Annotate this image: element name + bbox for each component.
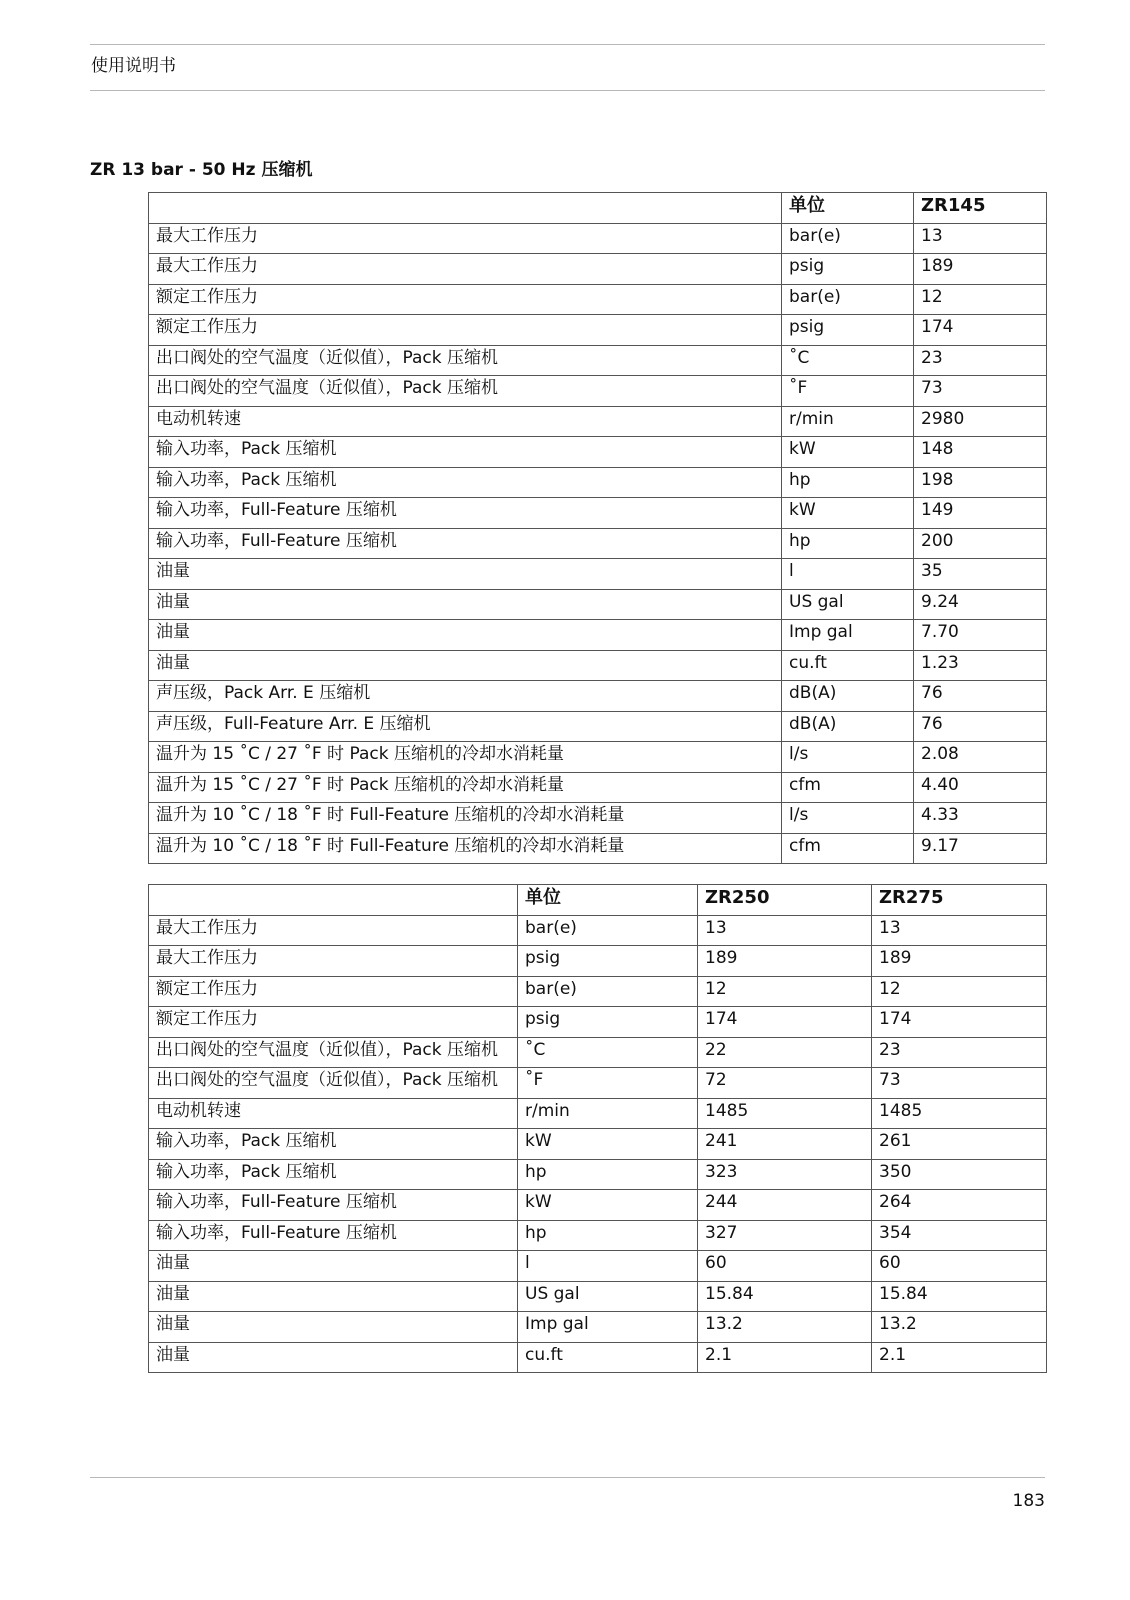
value-cell: 15.84 xyxy=(698,1281,872,1312)
header-title: 使用说明书 xyxy=(91,56,176,76)
value-cell: 9.17 xyxy=(914,833,1047,864)
value-cell: 73 xyxy=(872,1068,1047,1099)
unit-cell: bar(e) xyxy=(782,223,914,254)
table-header-row xyxy=(149,885,1047,916)
unit-cell: dB(A) xyxy=(782,711,914,742)
unit-cell: hp xyxy=(782,528,914,559)
value-cell: 264 xyxy=(872,1190,1047,1221)
spec-table-zr145 xyxy=(148,192,1047,864)
table-row xyxy=(149,1098,1047,1129)
parameter-cell: 出口阀处的空气温度（近似值），Pack 压缩机 xyxy=(149,1037,518,1068)
parameter-cell: 声压级，Full-Feature Arr. E 压缩机 xyxy=(149,711,782,742)
value-cell: 13.2 xyxy=(698,1312,872,1343)
unit-cell: ˚F xyxy=(782,376,914,407)
value-cell: 1485 xyxy=(698,1098,872,1129)
table-row xyxy=(149,528,1047,559)
parameter-cell: 输入功率，Full-Feature 压缩机 xyxy=(149,498,782,529)
unit-cell: ˚C xyxy=(518,1037,698,1068)
unit-cell: cu.ft xyxy=(518,1342,698,1373)
unit-cell: US gal xyxy=(518,1281,698,1312)
parameter-cell: 油量 xyxy=(149,620,782,651)
value-cell: 23 xyxy=(872,1037,1047,1068)
table-row xyxy=(149,1251,1047,1282)
unit-cell: hp xyxy=(518,1159,698,1190)
parameter-cell: 最大工作压力 xyxy=(149,223,782,254)
unit-cell: l/s xyxy=(782,742,914,773)
value-cell: 13 xyxy=(698,915,872,946)
parameter-cell: 输入功率，Full-Feature 压缩机 xyxy=(149,1190,518,1221)
unit-cell: l xyxy=(782,559,914,590)
parameter-cell: 输入功率，Pack 压缩机 xyxy=(149,437,782,468)
unit-cell: kW xyxy=(518,1190,698,1221)
parameter-cell: 输入功率，Pack 压缩机 xyxy=(149,467,782,498)
value-cell: 189 xyxy=(698,946,872,977)
page-number: 183 xyxy=(1012,1491,1045,1511)
table-row xyxy=(149,1281,1047,1312)
parameter-cell: 温升为 10 ˚C / 18 ˚F 时 Full-Feature 压缩机的冷却水消耗量 xyxy=(149,803,782,834)
table-row xyxy=(149,915,1047,946)
table-row xyxy=(149,1190,1047,1221)
value-cell: 76 xyxy=(914,711,1047,742)
value-cell: 72 xyxy=(698,1068,872,1099)
table-row xyxy=(149,315,1047,346)
value-cell: 189 xyxy=(914,254,1047,285)
table-row xyxy=(149,254,1047,285)
value-cell: 2.1 xyxy=(698,1342,872,1373)
value-cell: 23 xyxy=(914,345,1047,376)
table-row xyxy=(149,1312,1047,1343)
table-row xyxy=(149,498,1047,529)
unit-cell: ˚F xyxy=(518,1068,698,1099)
value-cell: 323 xyxy=(698,1159,872,1190)
unit-cell: psig xyxy=(782,315,914,346)
value-cell: 2980 xyxy=(914,406,1047,437)
parameter-cell: 电动机转速 xyxy=(149,1098,518,1129)
unit-cell: Imp gal xyxy=(782,620,914,651)
unit-cell: cu.ft xyxy=(782,650,914,681)
parameter-cell: 出口阀处的空气温度（近似值），Pack 压缩机 xyxy=(149,1068,518,1099)
parameter-cell: 额定工作压力 xyxy=(149,1007,518,1038)
parameter-cell: 油量 xyxy=(149,650,782,681)
footer-rule xyxy=(90,1477,1045,1478)
table-row xyxy=(149,650,1047,681)
parameter-cell: 输入功率，Full-Feature 压缩机 xyxy=(149,528,782,559)
table-row xyxy=(149,1159,1047,1190)
spec-table-body xyxy=(149,885,1047,1373)
value-cell: 354 xyxy=(872,1220,1047,1251)
value-cell: 12 xyxy=(698,976,872,1007)
parameter-cell: 温升为 15 ˚C / 27 ˚F 时 Pack 压缩机的冷却水消耗量 xyxy=(149,772,782,803)
unit-cell: US gal xyxy=(782,589,914,620)
value-cell: 198 xyxy=(914,467,1047,498)
parameter-cell: 出口阀处的空气温度（近似值），Pack 压缩机 xyxy=(149,376,782,407)
value-cell: 12 xyxy=(872,976,1047,1007)
unit-cell: ˚C xyxy=(782,345,914,376)
table-row xyxy=(149,620,1047,651)
value-cell: 12 xyxy=(914,284,1047,315)
value-cell: 15.84 xyxy=(872,1281,1047,1312)
column-header xyxy=(149,885,518,916)
value-cell: 2.1 xyxy=(872,1342,1047,1373)
spec-table-body xyxy=(149,193,1047,864)
table-row xyxy=(149,681,1047,712)
parameter-cell: 最大工作压力 xyxy=(149,915,518,946)
value-cell: 1485 xyxy=(872,1098,1047,1129)
value-cell: 1.23 xyxy=(914,650,1047,681)
table-row xyxy=(149,376,1047,407)
parameter-cell: 出口阀处的空气温度（近似值），Pack 压缩机 xyxy=(149,345,782,376)
value-cell: 13 xyxy=(914,223,1047,254)
section-title: ZR 13 bar - 50 Hz 压缩机 xyxy=(90,160,313,180)
value-cell: 73 xyxy=(914,376,1047,407)
parameter-cell: 油量 xyxy=(149,1312,518,1343)
value-cell: 174 xyxy=(698,1007,872,1038)
parameter-cell: 额定工作压力 xyxy=(149,976,518,1007)
value-cell: 350 xyxy=(872,1159,1047,1190)
parameter-cell: 额定工作压力 xyxy=(149,284,782,315)
value-cell: 174 xyxy=(914,315,1047,346)
unit-cell: kW xyxy=(518,1129,698,1160)
value-cell: 200 xyxy=(914,528,1047,559)
value-cell: 13 xyxy=(872,915,1047,946)
value-cell: 60 xyxy=(872,1251,1047,1282)
table-row xyxy=(149,589,1047,620)
value-cell: 174 xyxy=(872,1007,1047,1038)
table-row xyxy=(149,803,1047,834)
parameter-cell: 油量 xyxy=(149,1281,518,1312)
column-header: ZR250 xyxy=(698,885,872,916)
table-row xyxy=(149,833,1047,864)
unit-cell: hp xyxy=(782,467,914,498)
value-cell: 60 xyxy=(698,1251,872,1282)
parameter-cell: 油量 xyxy=(149,1251,518,1282)
table-header-row xyxy=(149,193,1047,224)
table-row xyxy=(149,559,1047,590)
value-cell: 149 xyxy=(914,498,1047,529)
column-header: ZR145 xyxy=(914,193,1047,224)
unit-cell: bar(e) xyxy=(518,976,698,1007)
table-row xyxy=(149,1007,1047,1038)
parameter-cell: 声压级，Pack Arr. E 压缩机 xyxy=(149,681,782,712)
unit-cell: l xyxy=(518,1251,698,1282)
unit-cell: bar(e) xyxy=(518,915,698,946)
table-row xyxy=(149,946,1047,977)
unit-cell: bar(e) xyxy=(782,284,914,315)
table-row xyxy=(149,1220,1047,1251)
spec-table-zr250-zr275 xyxy=(148,884,1047,1373)
parameter-cell: 最大工作压力 xyxy=(149,946,518,977)
parameter-cell: 额定工作压力 xyxy=(149,315,782,346)
table-row xyxy=(149,467,1047,498)
value-cell: 22 xyxy=(698,1037,872,1068)
column-header: 单位 xyxy=(518,885,698,916)
value-cell: 2.08 xyxy=(914,742,1047,773)
value-cell: 35 xyxy=(914,559,1047,590)
unit-cell: cfm xyxy=(782,833,914,864)
parameter-cell: 电动机转速 xyxy=(149,406,782,437)
parameter-cell: 输入功率，Pack 压缩机 xyxy=(149,1129,518,1160)
value-cell: 9.24 xyxy=(914,589,1047,620)
unit-cell: psig xyxy=(518,946,698,977)
parameter-cell: 温升为 10 ˚C / 18 ˚F 时 Full-Feature 压缩机的冷却水消耗量 xyxy=(149,833,782,864)
parameter-cell: 最大工作压力 xyxy=(149,254,782,285)
unit-cell: kW xyxy=(782,498,914,529)
parameter-cell: 温升为 15 ˚C / 27 ˚F 时 Pack 压缩机的冷却水消耗量 xyxy=(149,742,782,773)
value-cell: 4.33 xyxy=(914,803,1047,834)
value-cell: 261 xyxy=(872,1129,1047,1160)
value-cell: 189 xyxy=(872,946,1047,977)
table-row xyxy=(149,284,1047,315)
parameter-cell: 油量 xyxy=(149,1342,518,1373)
unit-cell: dB(A) xyxy=(782,681,914,712)
parameter-cell: 油量 xyxy=(149,589,782,620)
value-cell: 13.2 xyxy=(872,1312,1047,1343)
unit-cell: hp xyxy=(518,1220,698,1251)
unit-cell: r/min xyxy=(782,406,914,437)
table-row xyxy=(149,711,1047,742)
table-row xyxy=(149,1342,1047,1373)
table-row xyxy=(149,1068,1047,1099)
value-cell: 7.70 xyxy=(914,620,1047,651)
unit-cell: psig xyxy=(782,254,914,285)
parameter-cell: 输入功率，Full-Feature 压缩机 xyxy=(149,1220,518,1251)
unit-cell: cfm xyxy=(782,772,914,803)
value-cell: 327 xyxy=(698,1220,872,1251)
header-rule-bottom xyxy=(90,90,1045,91)
unit-cell: l/s xyxy=(782,803,914,834)
parameter-cell: 油量 xyxy=(149,559,782,590)
table-row xyxy=(149,345,1047,376)
unit-cell: psig xyxy=(518,1007,698,1038)
table-row xyxy=(149,406,1047,437)
value-cell: 244 xyxy=(698,1190,872,1221)
value-cell: 148 xyxy=(914,437,1047,468)
unit-cell: Imp gal xyxy=(518,1312,698,1343)
table-row xyxy=(149,742,1047,773)
header-rule-top xyxy=(90,44,1045,45)
table-row xyxy=(149,772,1047,803)
unit-cell: kW xyxy=(782,437,914,468)
parameter-cell: 输入功率，Pack 压缩机 xyxy=(149,1159,518,1190)
value-cell: 76 xyxy=(914,681,1047,712)
column-header xyxy=(149,193,782,224)
table-row xyxy=(149,1037,1047,1068)
table-row xyxy=(149,976,1047,1007)
column-header: ZR275 xyxy=(872,885,1047,916)
table-row xyxy=(149,1129,1047,1160)
table-row xyxy=(149,437,1047,468)
column-header: 单位 xyxy=(782,193,914,224)
table-row xyxy=(149,223,1047,254)
unit-cell: r/min xyxy=(518,1098,698,1129)
value-cell: 4.40 xyxy=(914,772,1047,803)
value-cell: 241 xyxy=(698,1129,872,1160)
